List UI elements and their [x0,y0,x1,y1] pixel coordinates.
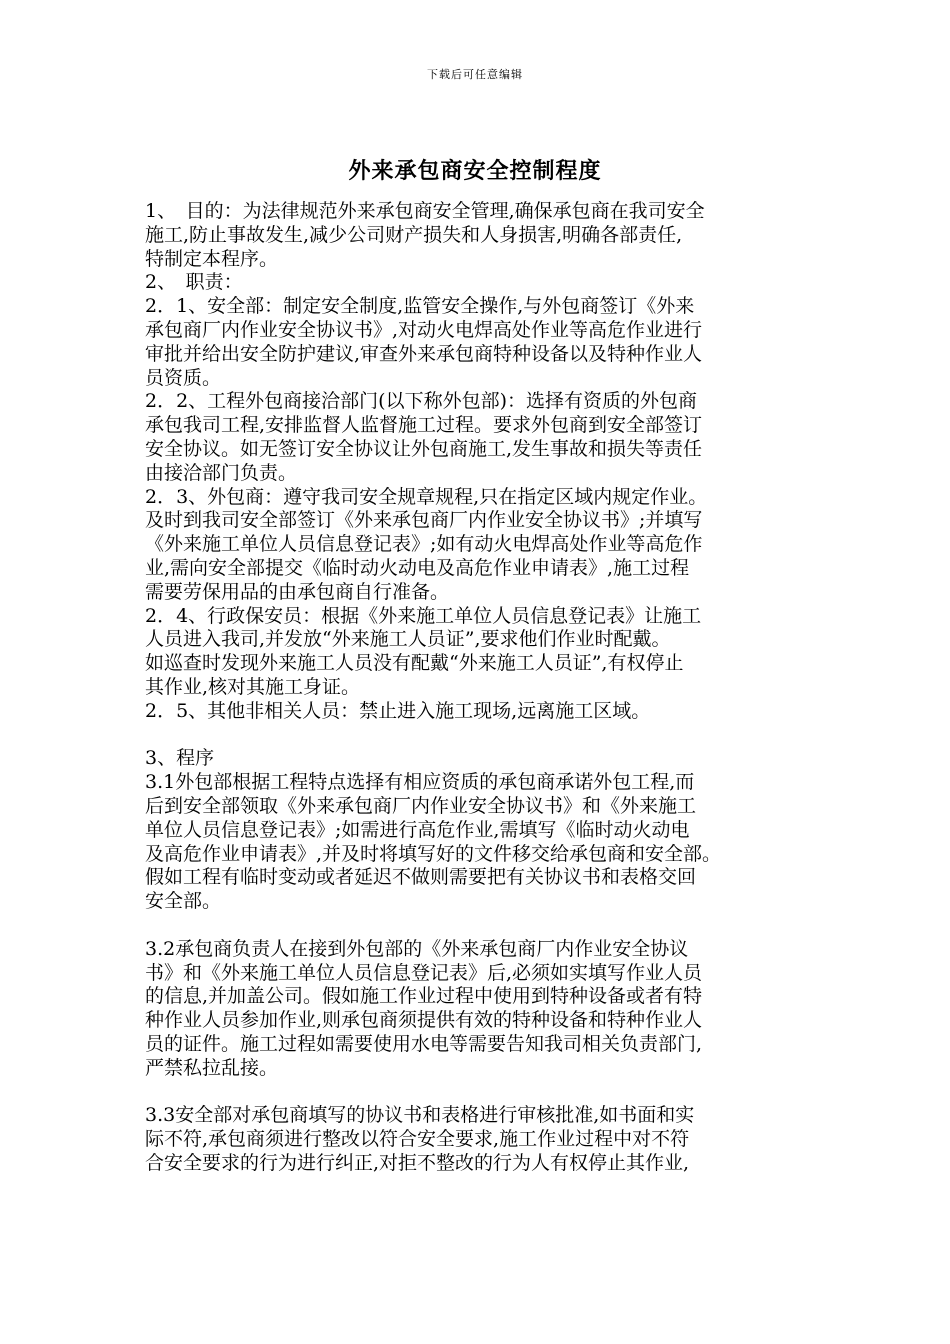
header-note: 下载后可任意编辑 [427,68,523,81]
text-line: 其作业,核对其施工身证。 [145,675,361,698]
text-line: 员资质。 [145,366,222,389]
text-line: 安全部。 [145,890,222,913]
text-line: 特制定本程序。 [145,247,279,270]
text-line: 1、 目的：为法律规范外来承包商安全管理,确保承包商在我司安全 [145,200,705,222]
text-line: 2．4、行政保安员：根据《外来施工单位人员信息登记表》让施工 [145,604,702,627]
document-title: 外来承包商安全控制程度 [348,158,602,184]
text-line: 后到安全部领取《外来承包商厂内作业安全协议书》和《外来施工 [145,794,697,817]
text-line: 2．2、工程外包商接洽部门(以下称外包部)：选择有资质的外包商 [145,390,698,413]
text-line: 业,需向安全部提交《临时动火动电及高危作业申请表》,施工过程 [145,556,690,579]
text-line: 3、程序 [145,747,215,770]
text-line: 安全协议。如无签订安全协议让外包商施工,发生事故和损失等责任 [145,437,703,460]
blank-line [145,914,825,938]
document-body [145,200,825,1176]
text-line: 承包商厂内作业安全协议书》,对动火电焊高处作业等高危作业进行 [145,318,703,341]
blank-line [145,1080,825,1104]
text-line: 3.3安全部对承包商填写的协议书和表格进行审核批准,如书面和实 [145,1104,695,1127]
text-line: 如巡查时发现外来施工人员没有配戴“外来施工人员证”,有权停止 [145,652,684,675]
text-line: 2．5、其他非相关人员：禁止进入施工现场,远离施工区域。 [145,699,651,722]
text-line: 书》和《外来施工单位人员信息登记表》后,必须如实填写作业人员 [145,961,703,984]
text-line: 承包我司工程,安排监督人监督施工过程。要求外包商到安全部签订 [145,414,703,437]
text-line: 假如工程有临时变动或者延迟不做则需要把有关协议书和表格交回 [145,866,697,889]
text-line: 员的证件。施工过程如需要使用水电等需要告知我司相关负责部门, [145,1032,703,1055]
text-line: 及高危作业申请表》,并及时将填写好的文件移交给承包商和安全部。 [145,842,722,865]
text-line: 2．3、外包商：遵守我司安全规章规程,只在指定区域内规定作业。 [145,485,708,508]
text-line: 际不符,承包商须进行整改以符合安全要求,施工作业过程中对不符 [145,1128,690,1151]
text-line: 人员进入我司,并发放“外来施工人员证”,要求他们作业时配戴。 [145,628,671,651]
text-line: 需要劳保用品的由承包商自行准备。 [145,580,450,603]
text-line: 施工,防止事故发生,减少公司财产损失和人身损害,明确各部责任, [145,223,683,246]
text-line: 2．1、安全部：制定安全制度,监管安全操作,与外包商签订《外来 [145,295,695,318]
text-line: 3.2承包商负责人在接到外包部的《外来承包商厂内作业安全协议 [145,937,689,960]
text-line: 种作业人员参加作业,则承包商须提供有效的特种设备和特种作业人 [145,1009,703,1032]
text-line: 2、 职责： [145,271,243,294]
text-line: 的信息,并加盖公司。假如施工作业过程中使用到特种设备或者有特 [145,985,703,1008]
text-line: 3.1外包部根据工程特点选择有相应资质的承包商承诺外包工程,而 [145,771,695,794]
text-line: 严禁私拉乱接。 [145,1056,279,1079]
text-line: 《外来施工单位人员信息登记表》;如有动火电焊高处作业等高危作 [145,533,703,556]
text-line: 审批并给出安全防护建议,审查外来承包商特种设备以及特种作业人 [145,342,703,365]
text-line: 合安全要求的行为进行纠正,对拒不整改的行为人有权停止其作业, [145,1151,690,1174]
blank-line [145,724,825,748]
text-line: 单位人员信息登记表》;如需进行高危作业,需填写《临时动火动电 [145,818,690,841]
text-line: 由接洽部门负责。 [145,461,298,484]
text-line: 及时到我司安全部签订《外来承包商厂内作业安全协议书》;并填写 [145,509,703,532]
